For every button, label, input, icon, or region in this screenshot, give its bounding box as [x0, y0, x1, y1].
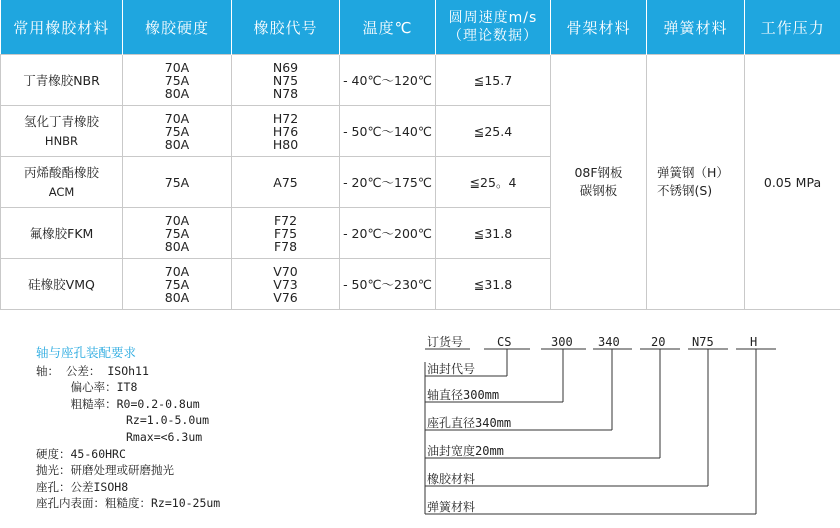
speed-cell: ≦15.7	[436, 55, 551, 106]
hardness-cell: 70A 75A 80A	[123, 259, 232, 310]
notes-line: 轴： 公差： ISOh11	[36, 363, 149, 378]
code-cell: A75	[232, 157, 340, 208]
order-code: N75	[692, 335, 714, 349]
temp-cell: - 40℃～120℃	[340, 55, 436, 106]
temp-cell: - 50℃～140℃	[340, 106, 436, 157]
speed-cell: ≦25。4	[436, 157, 551, 208]
material-cell: 丙烯酸酯橡胶 ACM	[1, 157, 123, 208]
hardness-cell: 70A 75A 80A	[123, 55, 232, 106]
notes-line: 硬度：45-60HRC	[36, 446, 126, 461]
notes-line: 座孔：公差ISOH8	[36, 479, 129, 494]
order-header: 订货号	[427, 335, 464, 349]
code-cell: N69 N75 N78	[232, 55, 340, 106]
order-label: 油封宽度20mm	[427, 444, 504, 458]
pressure-cell: 0.05 MPa	[745, 55, 840, 310]
header-speed-line1: 圆周速度m/s	[448, 10, 538, 26]
speed-cell: ≦31.8	[436, 259, 551, 310]
order-label: 轴直径300mm	[427, 388, 500, 402]
order-code: 340	[598, 335, 620, 349]
order-label: 油封代号	[427, 362, 476, 376]
hardness-cell: 75A	[123, 157, 232, 208]
table-row	[1, 55, 840, 106]
notes-line: 粗糙率：R0=0.2-0.8um	[36, 396, 200, 411]
header-material: 常用橡胶材料	[1, 0, 123, 55]
notes-line: Rz=1.0-5.0um	[36, 413, 210, 428]
order-label: 座孔直径340mm	[427, 416, 512, 430]
material-cell: 氟橡胶FKM	[1, 208, 123, 259]
speed-cell: ≦31.8	[436, 208, 551, 259]
material-cell: 丁青橡胶NBR	[1, 55, 123, 106]
header-speed	[436, 0, 551, 55]
code-cell: V70 V73 V76	[232, 259, 340, 310]
order-code: 20	[651, 335, 666, 349]
header-hardness: 橡胶硬度	[123, 0, 232, 55]
header-speed-line2: （理论数据）	[448, 28, 538, 44]
notes-title: 轴与座孔装配要求	[36, 345, 137, 360]
code-cell: H72 H76 H80	[232, 106, 340, 157]
skeleton-cell: 08F钢板 碳钢板	[551, 55, 647, 310]
header-temp: 温度℃	[340, 0, 436, 55]
table-header-row	[1, 0, 840, 55]
notes-line: Rmax=<6.3um	[36, 429, 203, 444]
order-label: 弹簧材料	[427, 500, 476, 514]
speed-cell: ≦25.4	[436, 106, 551, 157]
code-cell: F72 F75 F78	[232, 208, 340, 259]
header-code: 橡胶代号	[232, 0, 340, 55]
notes-line: 座孔内表面：粗糙度：Rz=10-25um	[36, 496, 221, 511]
order-code: CS	[497, 335, 512, 349]
header-pressure: 工作压力	[745, 0, 840, 55]
material-cell: 硅橡胶VMQ	[1, 259, 123, 310]
notes-line: 偏心率：IT8	[36, 380, 138, 395]
header-spring: 弹簧材料	[647, 0, 745, 55]
notes-line: 抛光：研磨处理或研磨抛光	[36, 463, 174, 478]
temp-cell: - 50℃～230℃	[340, 259, 436, 310]
hardness-cell: 70A 75A 80A	[123, 208, 232, 259]
order-code: H	[750, 335, 758, 349]
hardness-cell: 70A 75A 80A	[123, 106, 232, 157]
temp-cell: - 20℃～175℃	[340, 157, 436, 208]
header-skeleton: 骨架材料	[551, 0, 647, 55]
assembly-notes	[36, 345, 220, 512]
order-label: 橡胶材料	[427, 472, 476, 486]
material-cell: 氢化丁青橡胶 HNBR	[1, 106, 123, 157]
spring-cell: 弹簧钢（H） 不锈钢(S)	[647, 55, 745, 310]
order-code: 300	[551, 335, 573, 349]
temp-cell: - 20℃～200℃	[340, 208, 436, 259]
